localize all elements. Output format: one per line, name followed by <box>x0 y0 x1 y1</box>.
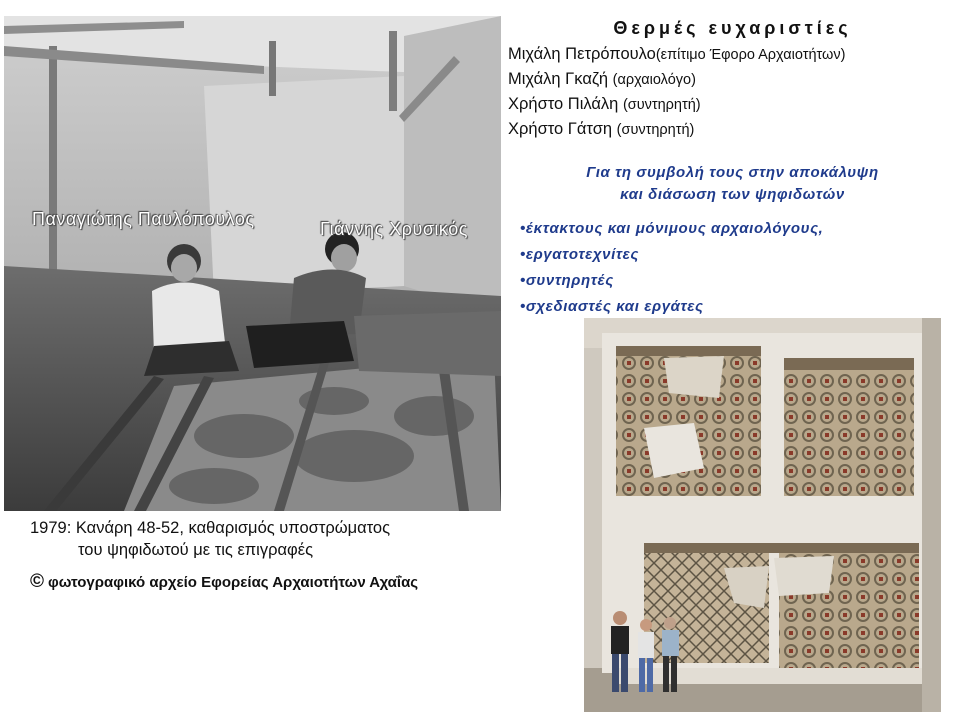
contribution-intro <box>525 162 940 206</box>
mosaic-photo <box>584 318 941 712</box>
person-role: (συντηρητή) <box>622 97 701 113</box>
contribution-intro-line-2: και διάσωση των ψηφιδωτών <box>620 186 845 203</box>
contribution-item: •συντηρητές <box>520 272 614 289</box>
thanks-person <box>508 42 960 67</box>
person-name-label-1: Παναγιώτης Παυλόπουλος <box>32 209 255 229</box>
caption-credit <box>30 571 500 594</box>
contribution-item: •έκτακτους και μόνιμους αρχαιολόγους, <box>520 220 824 237</box>
contribution-list <box>520 216 950 320</box>
caption-line-2: του ψηφιδωτού με τις επιγραφές <box>78 541 314 559</box>
contribution-intro-line-1: Για τη συμβολή τους στην αποκάλυψη <box>586 164 879 181</box>
person-role: (συντηρητή) <box>616 122 695 138</box>
caption-line-1: 1979: Κανάρη 48-52, καθαρισμός υποστρώματος <box>30 519 391 537</box>
copyright-symbol: © <box>30 571 44 592</box>
thanks-person <box>508 117 960 142</box>
thanks-person <box>508 67 960 92</box>
person-name: Μιχάλη Γκαζή <box>508 70 609 88</box>
person-name: Χρήστο Γάτση <box>508 120 613 138</box>
thanks-person <box>508 92 960 117</box>
person-name: Μιχάλη Πετρόπουλο <box>508 45 656 63</box>
contribution-item: •εργατοτεχνίτες <box>520 246 639 263</box>
thanks-list <box>508 42 960 142</box>
excavation-photo <box>4 16 501 511</box>
person-name-label-2: Γιάννης Χρυσικός <box>320 219 468 239</box>
thanks-title: Θερμές ευχαριστίες <box>613 18 852 38</box>
person-role: (επίτιμο Έφορο Αρχαιοτήτων) <box>655 47 846 63</box>
photo-caption <box>30 517 500 594</box>
person-role: (αρχαιολόγο) <box>612 72 696 88</box>
contribution-item: •σχεδιαστές και εργάτες <box>520 298 704 315</box>
caption-credit-text: φωτογραφικό αρχείο Εφορείας Αρχαιοτήτων Αχαΐας <box>48 574 419 591</box>
person-name: Χρήστο Πιλάλη <box>508 95 619 113</box>
